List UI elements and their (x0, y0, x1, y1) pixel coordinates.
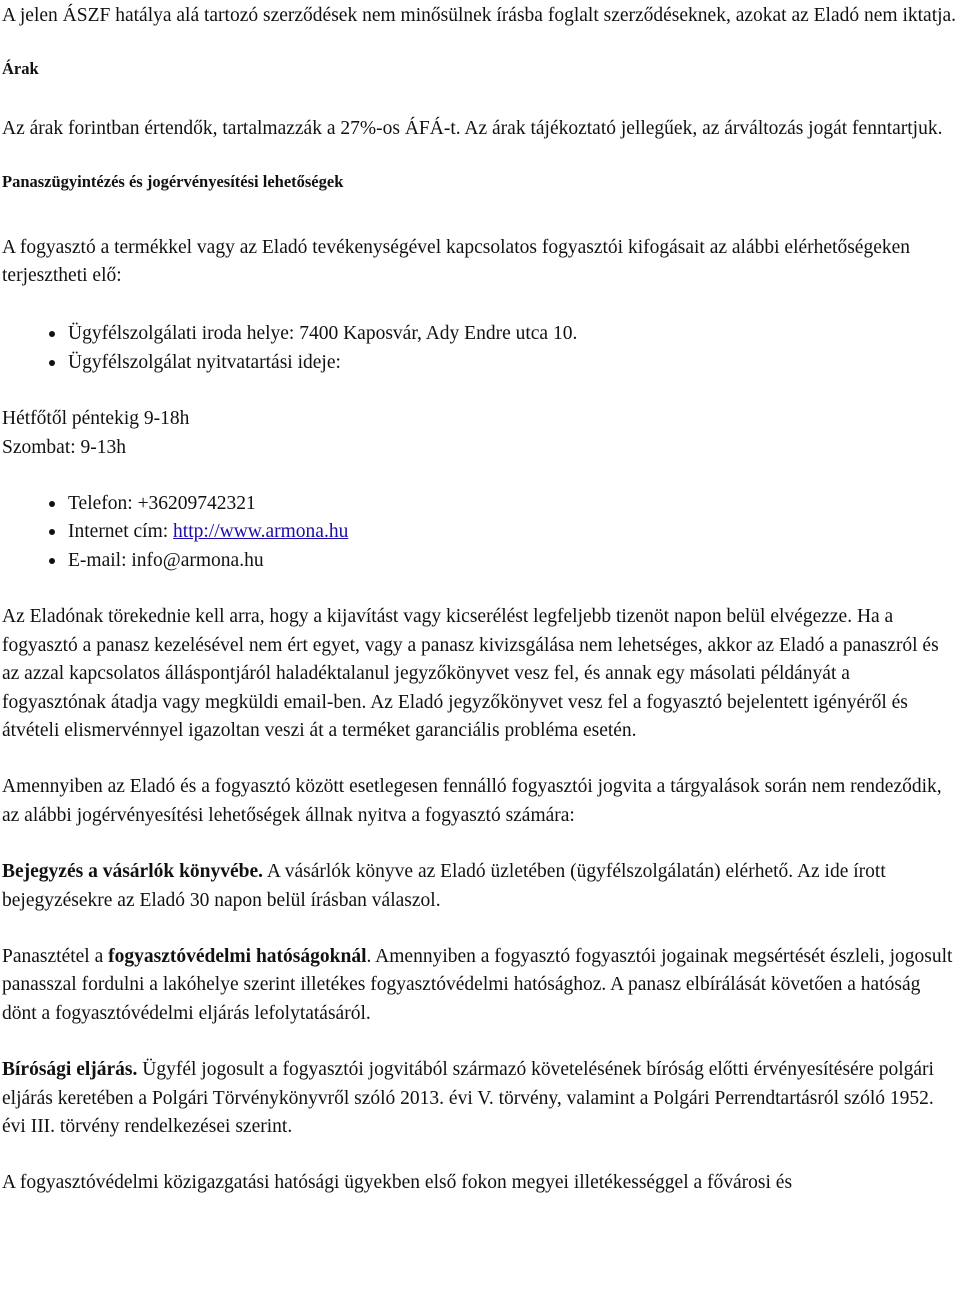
authority-text: . Amennyiben a fogyasztó fogyasztói jogainak megsértését észleli, jogosult panasszal fordulni a lakóhelye szerint illetékes fogyasztóvédelmi hatósághoz. A panasz elbírálását követően a hatóság dönt a fogyasztóvédelmi eljárás lefolytatásáról. (2, 945, 953, 1024)
list-item: Ügyfélszolgálat nyitvatartási ideje: (68, 349, 958, 377)
phone-item: Telefon: +36209742321 (68, 490, 958, 518)
court-text: Ügyfél jogosult a fogyasztói jogvitából származó követelésének bíróság előtti érvényesítésére polgári eljárás keretében a Polgári Törvénykönyvről szóló 2013. évi V. törvény, valamint a Polgári Perrendtartásról szóló 1952. évi III. törvény rendelkezései szerint. (2, 1059, 934, 1137)
dispute-paragraph: Amennyiben az Eladó és a fogyasztó között esetlegesen fennálló fogyasztói jogvita a tárgyalások során nem rendeződik, az alábbi jogérvényesítési lehetőségek állnak nyitva a fogyasztó számára: (2, 776, 942, 826)
contact-list (2, 490, 958, 575)
web-item (68, 518, 958, 546)
complaints-intro-paragraph: A fogyasztó a termékkel vagy az Eladó tevékenységével kapcsolatos fogyasztói kifogásait az alábbi elérhetőségeken terjesztheti elő: (2, 236, 911, 287)
website-link[interactable]: http://www.armona.hu (173, 521, 349, 543)
document-page (2, 0, 958, 1198)
book-bold: Bejegyzés a vásárlók könyvébe. (2, 861, 264, 883)
book-paragraph (2, 858, 958, 915)
intro-paragraph: A jelen ÁSZF hatálya alá tartozó szerződések nem minősülnek írásba foglalt szerződéseknek, azokat az Eladó nem iktatja. (2, 5, 957, 26)
resolution-paragraph: Az Eladónak törekednie kell arra, hogy a kijavítást vagy kicserélést legfeljebb tizenöt napon belül elvégezze. Ha a fogyasztó a panasz kezelésével nem ért egyet, vagy a panasz kivizsgálása nem lehetséges, akkor az Eladó a panaszról és az azzal kapcsolatos álláspontjáról haladéktalanul jegyzőkönyvet vesz fel, és annak egy másolati példányát a fogyasztónak átadja vagy megküldi email-ben. Az Eladó jegyzőkönyvet vesz fel a fogyasztó bejelentett igényéről és átvételi elismervénnyel igazoltan veszi át a terméket garanciális probléma esetén. (2, 606, 939, 741)
book-text: A vásárlók könyve az Eladó üzletében (ügyfélszolgálatán) elérhető. Az ide írott bejegyzésekre az Eladó 30 napon belül írásban válaszol. (2, 861, 886, 911)
final-paragraph: A fogyasztóvédelmi közigazgatási hatósági ügyekben első fokon megyei illetékességgel a fővárosi és (2, 1172, 793, 1194)
authority-pre: Panasztétel a (2, 945, 109, 967)
court-bold: Bírósági eljárás. (2, 1059, 138, 1081)
office-list (2, 320, 958, 377)
complaints-heading: Panaszügyintézés és jogérvényesítési lehetőségek (2, 172, 344, 192)
hours-saturday: Szombat: 9-13h (2, 436, 127, 458)
list-item: Ügyfélszolgálati iroda helye: 7400 Kaposvár, Ady Endre utca 10. (68, 320, 958, 348)
hours-weekday: Hétfőtől péntekig 9-18h (2, 408, 190, 430)
authority-paragraph (2, 943, 958, 1028)
court-paragraph (2, 1056, 958, 1141)
web-label: Internet cím: (68, 521, 174, 543)
prices-paragraph: Az árak forintban értendők, tartalmazzák a 27%-os ÁFÁ-t. Az árak tájékoztató jellegűek, az árváltozás jogát fenntartjuk. (2, 117, 943, 139)
authority-bold: fogyasztóvédelmi hatóságoknál (108, 945, 367, 967)
prices-heading: Árak (2, 59, 39, 79)
email-item: E-mail: info@armona.hu (68, 547, 958, 575)
